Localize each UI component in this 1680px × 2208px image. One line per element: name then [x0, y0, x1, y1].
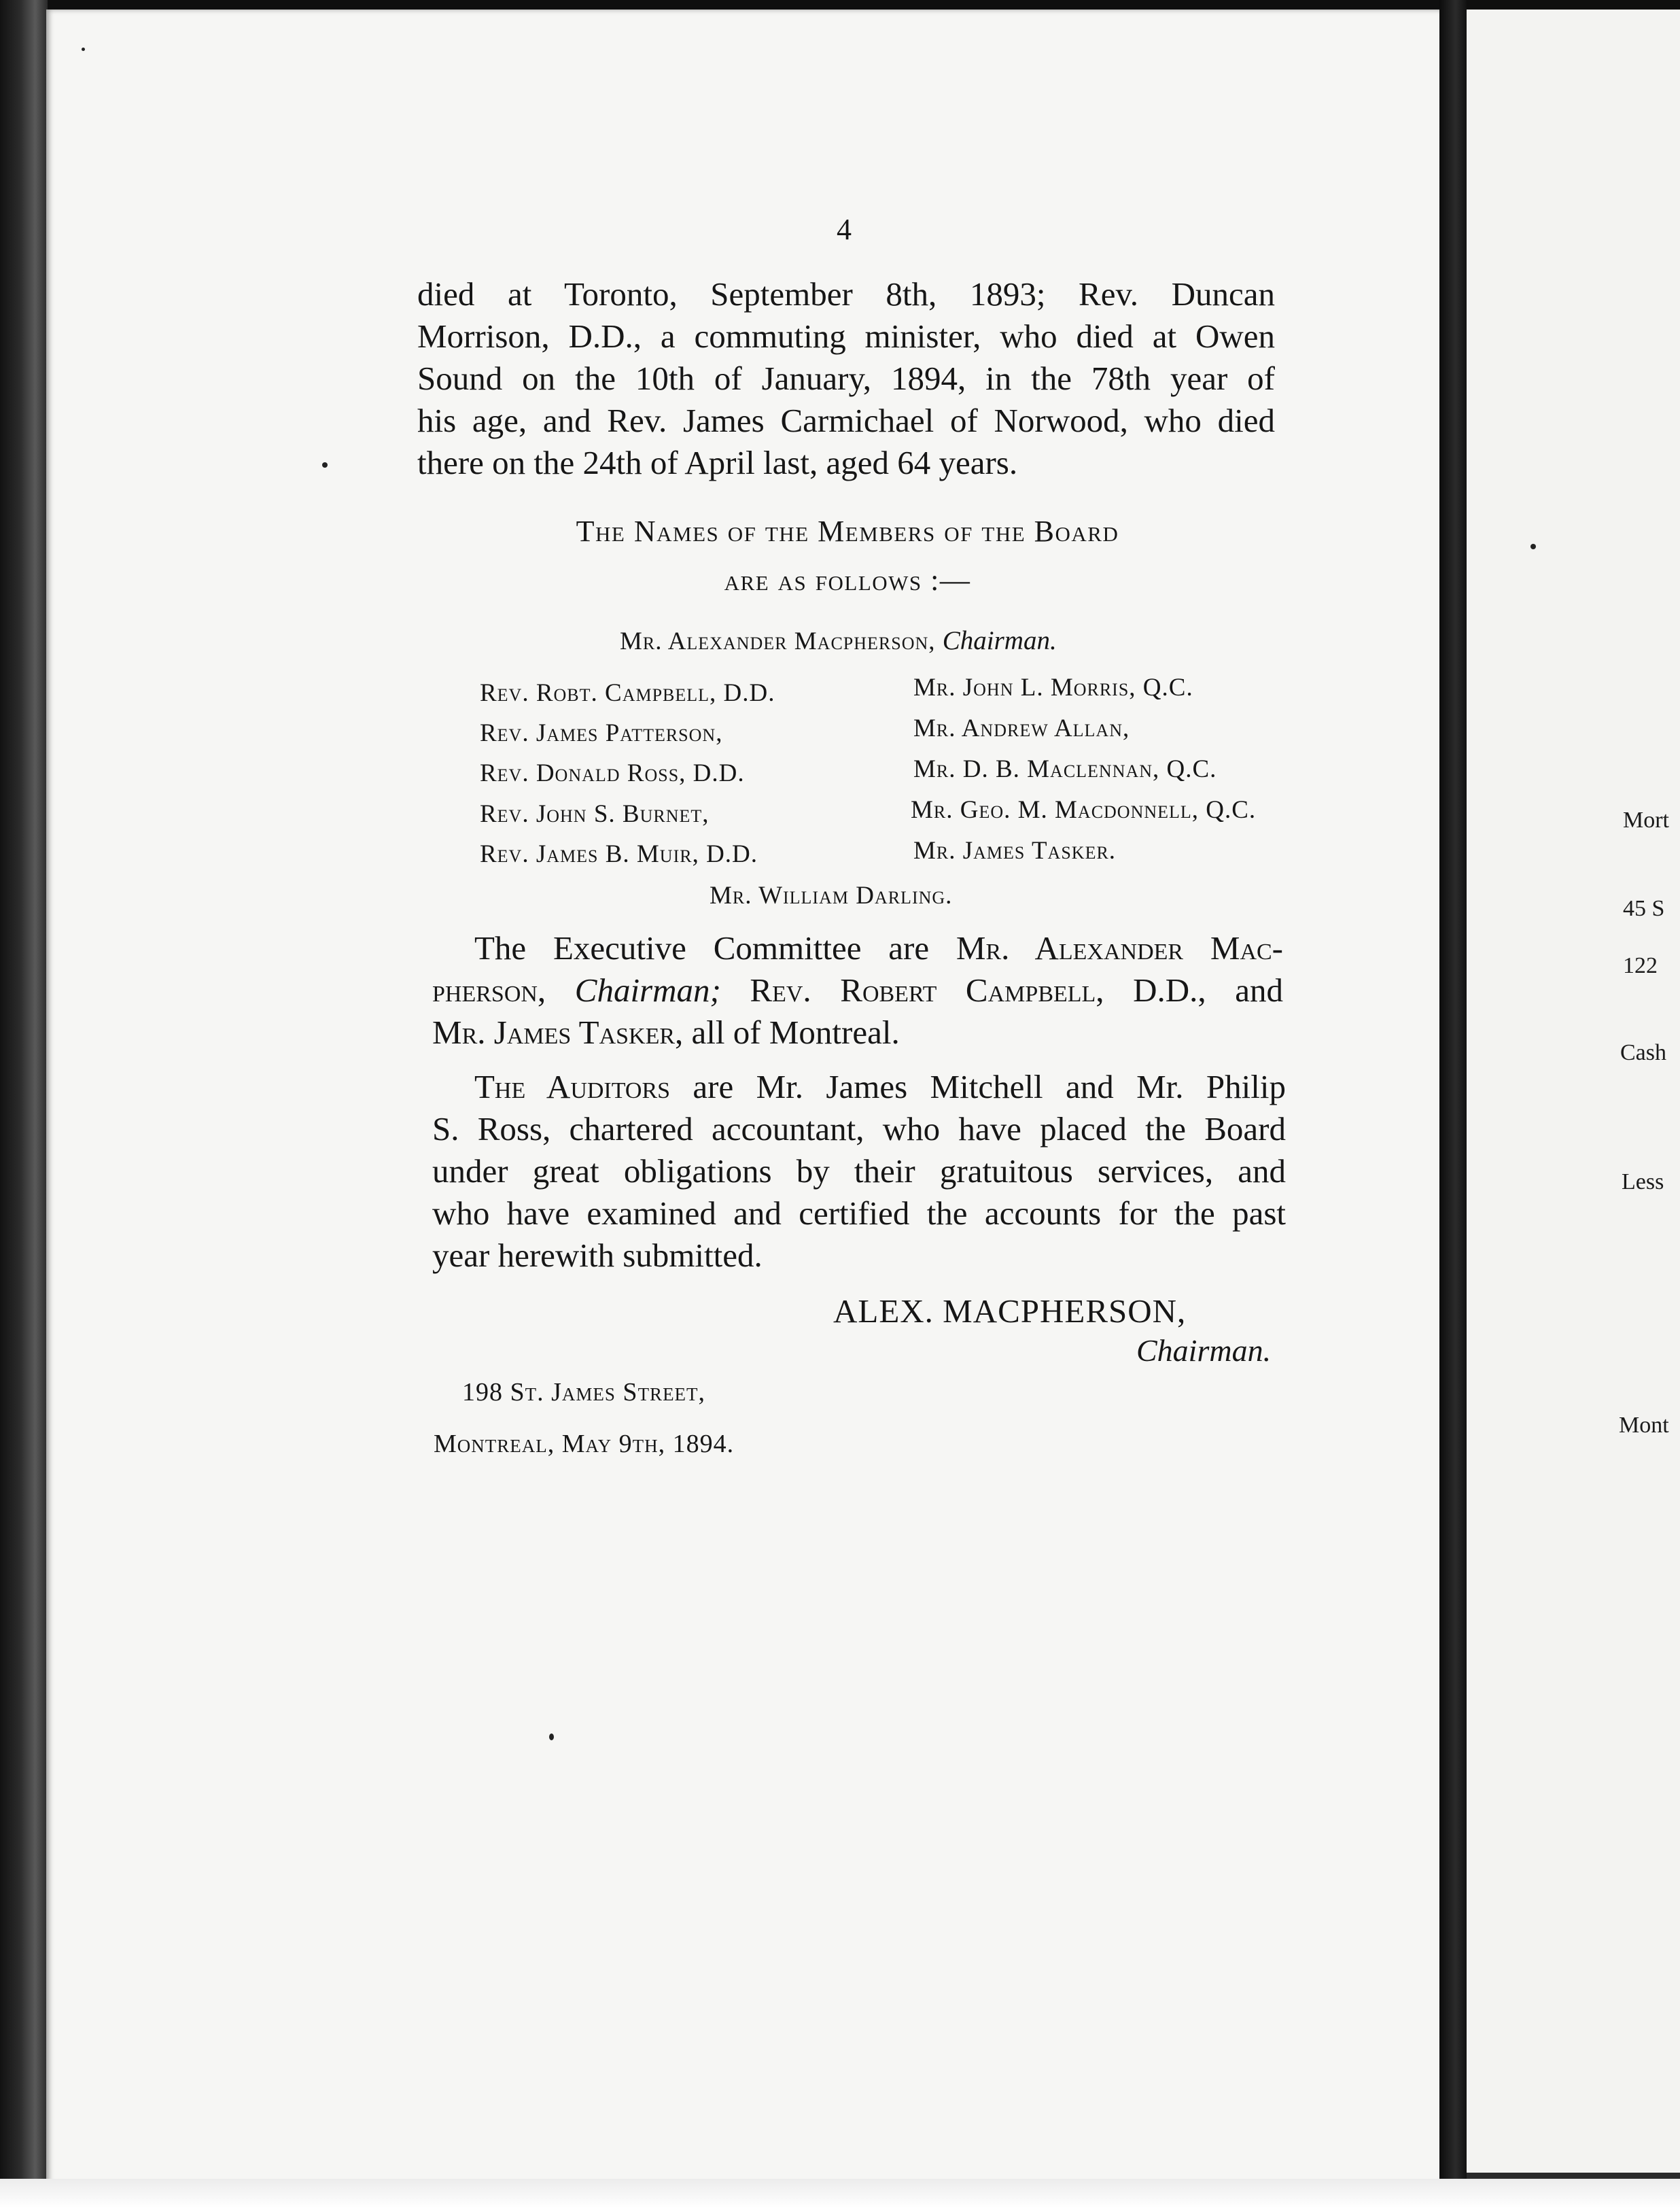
facing-page-fragment: Mont: [1619, 1413, 1669, 1438]
board-heading-line1: The Names of the Members of the Board: [576, 515, 1119, 548]
auditors-line: [432, 1066, 1286, 1108]
auditors-text: are Mr. James Mitchell and Mr. Philip: [670, 1068, 1286, 1105]
signature-name: ALEX. MACPHERSON,: [833, 1292, 1187, 1330]
member-right: Mr. James Tasker.: [913, 837, 1117, 865]
executive-name: Mr. Alexander Mac-: [956, 929, 1284, 967]
executive-text: , all of Montreal.: [675, 1014, 900, 1051]
scan-speck: [1530, 544, 1536, 549]
intro-line: Sound on the 10th of January, 1894, in the 78th year of: [417, 360, 1275, 397]
intro-paragraph: [417, 273, 1275, 484]
auditors-line: year herewith submitted.: [432, 1237, 763, 1274]
executive-line: [432, 927, 1283, 969]
book-gutter: [1439, 0, 1467, 2208]
chairman-title: Chairman.: [942, 626, 1057, 655]
chairman-name: Mr. Alexander Macpherson,: [620, 627, 936, 655]
executive-chairman: Chairman;: [574, 971, 721, 1009]
member-right: Mr. John L. Morris, Q.C.: [913, 674, 1193, 702]
auditors-paragraph: [432, 1066, 1286, 1277]
facing-page-fragment: Mort: [1623, 808, 1669, 833]
facing-page-fragment: 45 S: [1623, 896, 1665, 921]
executive-line: [432, 969, 1283, 1012]
intro-line: his age, and Rev. James Carmichael of Norwood, who died: [417, 402, 1275, 439]
executive-name: pherson,: [432, 971, 575, 1009]
member-left: Rev. James Patterson,: [480, 719, 723, 747]
scan-speck: [82, 48, 85, 51]
address-line1: 198 St. James Street,: [462, 1378, 706, 1407]
executive-text: , D.D., and: [1096, 971, 1283, 1009]
auditors-line: who have examined and certified the accounts for the past: [432, 1194, 1286, 1232]
executive-name: Rev. Robert Campbell: [720, 971, 1096, 1009]
scan-bottom-margin: [0, 2179, 1680, 2208]
executive-paragraph: [432, 927, 1283, 1054]
facing-page-fragment: Less: [1622, 1169, 1664, 1194]
facing-page: [1467, 10, 1680, 2178]
member-left: Rev. Donald Ross, D.D.: [480, 759, 745, 787]
member-left: Rev. James B. Muir, D.D.: [480, 840, 758, 868]
intro-line: Morrison, D.D., a commuting minister, who died at Owen: [417, 317, 1275, 355]
member-last: Mr. William Darling.: [710, 882, 953, 910]
executive-name: Mr. James Tasker: [432, 1014, 676, 1051]
facing-page-fragment: Cash: [1620, 1040, 1666, 1065]
intro-line: there on the 24th of April last, aged 64 years.: [417, 444, 1018, 481]
member-right: Mr. D. B. Maclennan, Q.C.: [913, 755, 1217, 783]
auditors-line: S. Ross, chartered accountant, who have placed the Board: [432, 1110, 1286, 1148]
chairman-entry: [620, 625, 1057, 656]
intro-line: died at Toronto, September 8th, 1893; Rev. Duncan: [417, 275, 1275, 313]
executive-line: [432, 1012, 1283, 1054]
scan-speck: [322, 462, 328, 468]
member-left: Rev. Robt. Campbell, D.D.: [480, 679, 775, 707]
member-left: Rev. John S. Burnet,: [480, 800, 710, 828]
scan-left-edge: [0, 0, 48, 2208]
auditors-line: under great obligations by their gratuitous services, and: [432, 1152, 1286, 1190]
auditors-label: The Auditors: [474, 1068, 671, 1105]
executive-text: The Executive Committee are: [474, 929, 956, 967]
member-right: Mr. Andrew Allan,: [913, 714, 1130, 742]
facing-page-fragment: 122: [1623, 953, 1658, 978]
address-line2: Montreal, May 9th, 1894.: [434, 1430, 735, 1458]
member-right: Mr. Geo. M. Macdonnell, Q.C.: [911, 796, 1257, 824]
page-number: 4: [837, 213, 852, 246]
board-heading-line2: are as follows :—: [724, 564, 971, 597]
signature-title: Chairman.: [1136, 1333, 1272, 1368]
scan-speck: [549, 1733, 554, 1740]
